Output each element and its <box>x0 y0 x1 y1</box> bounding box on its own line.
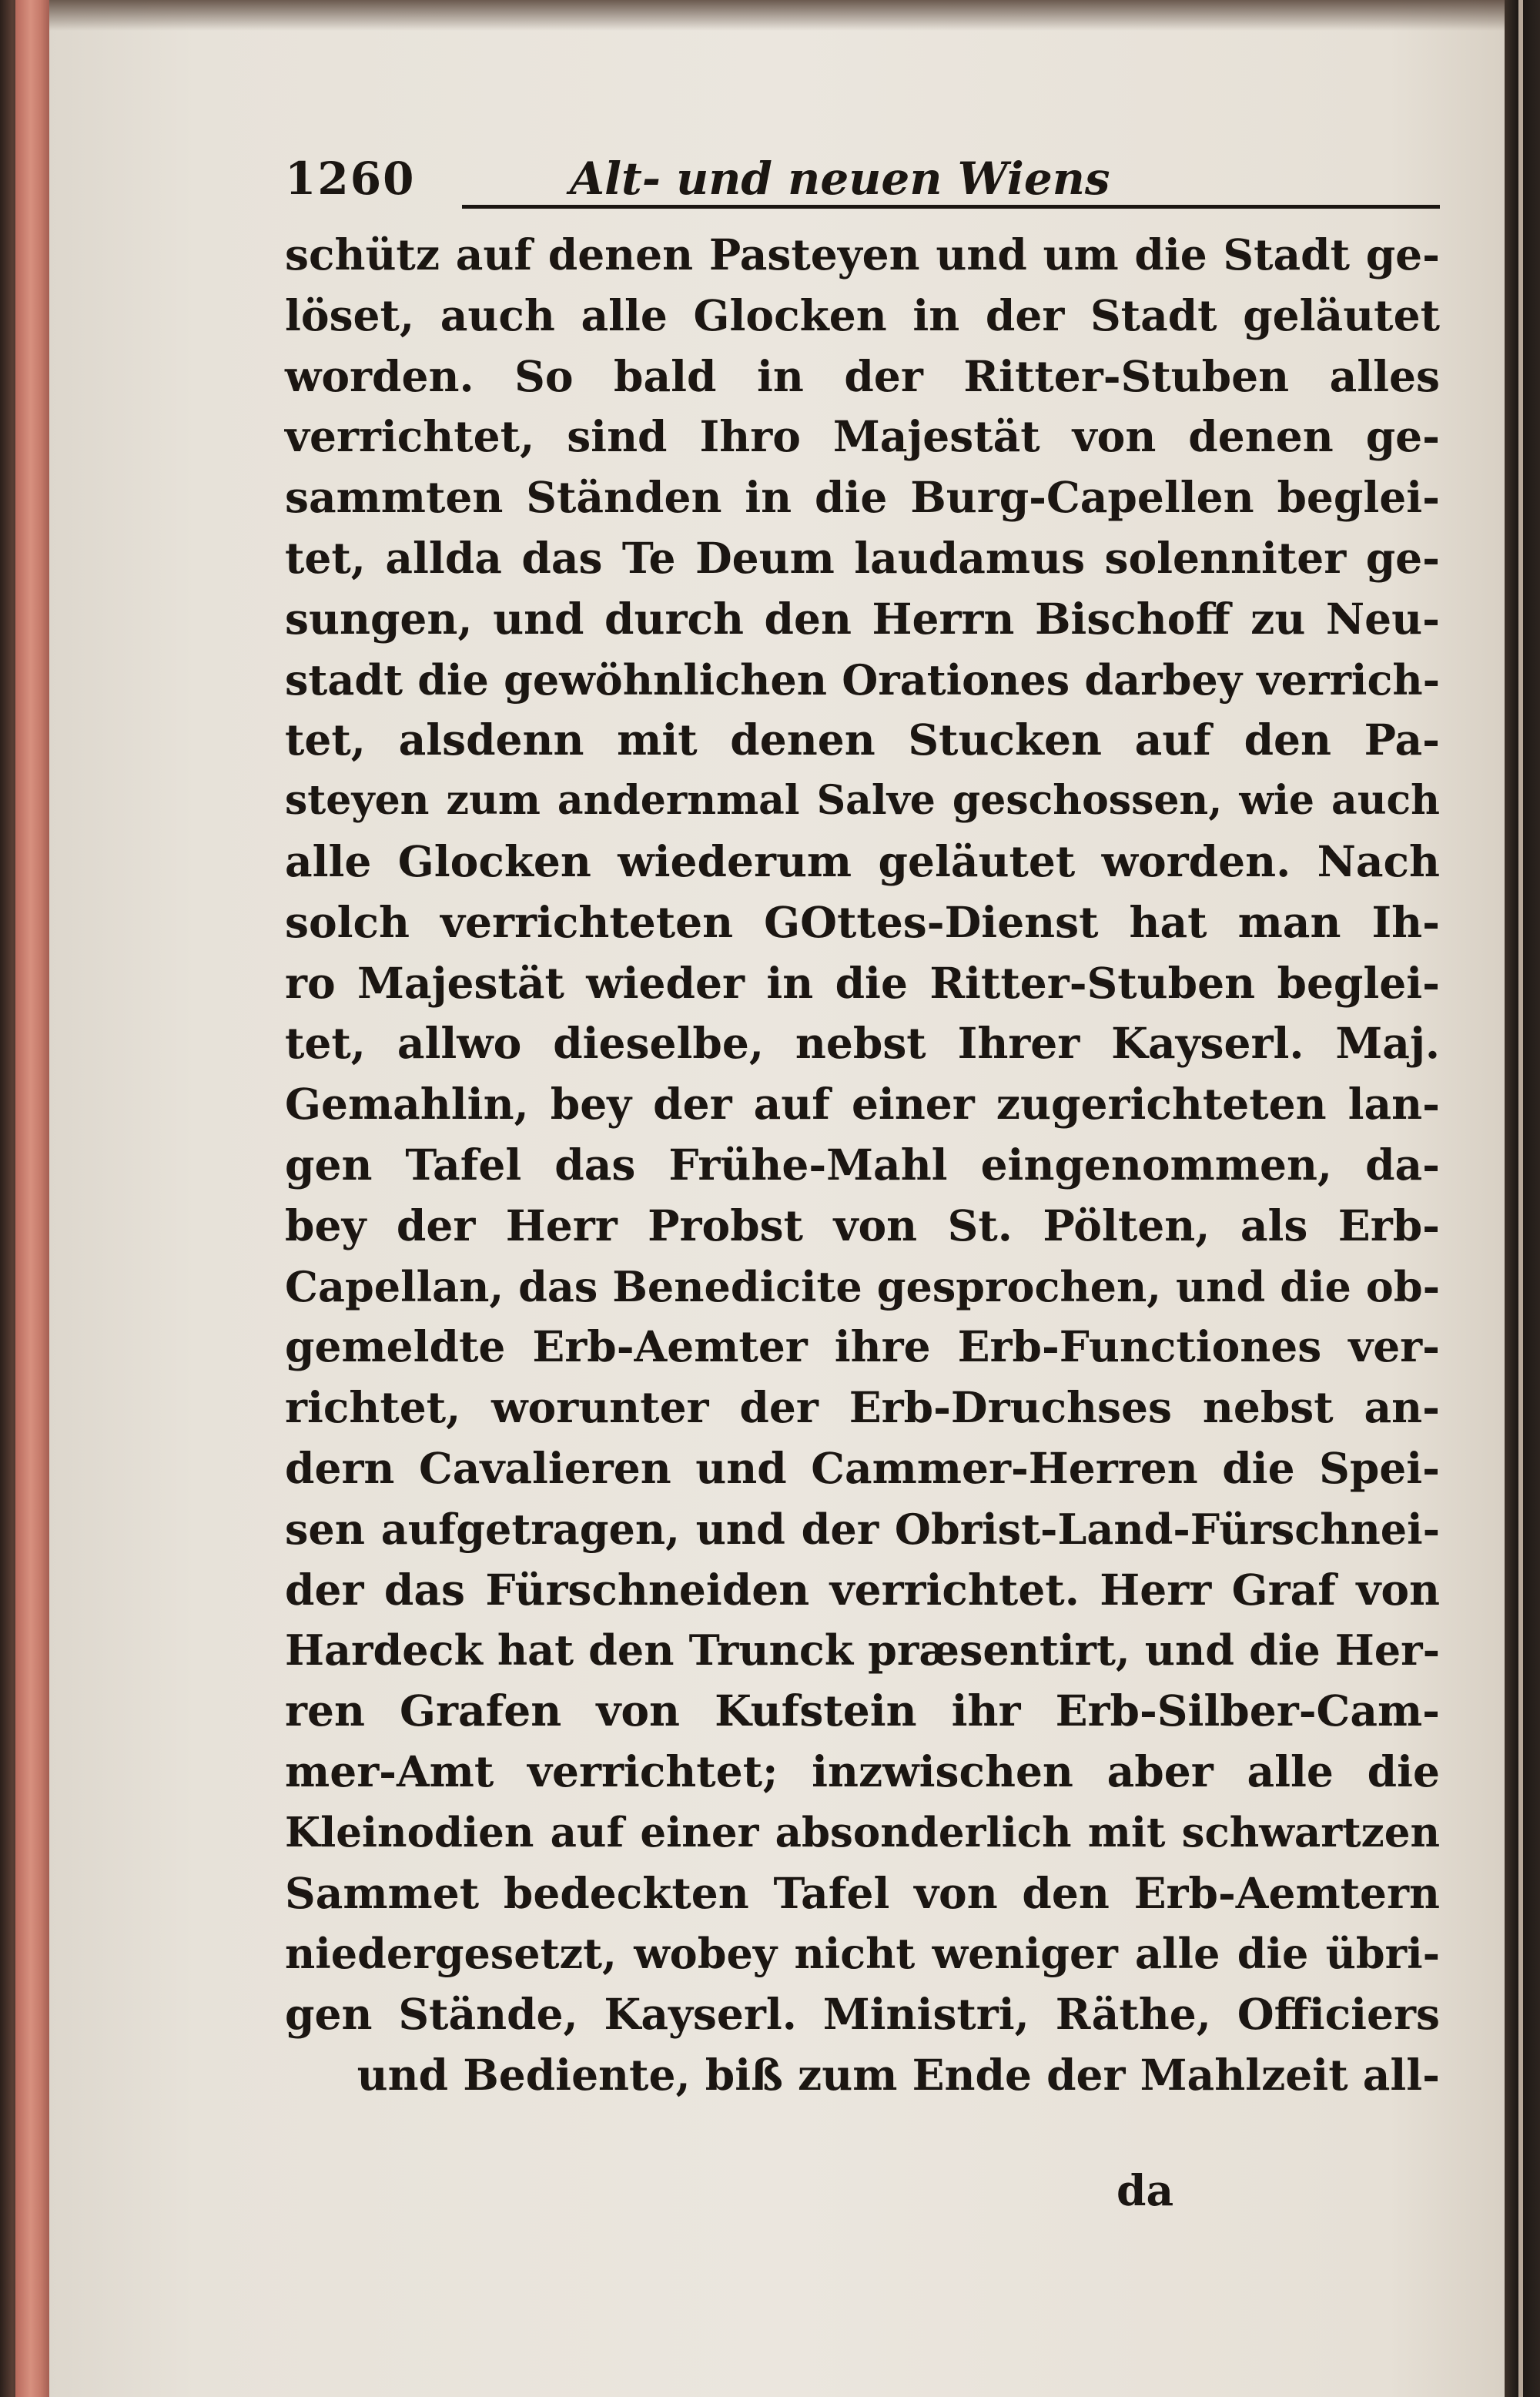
running-head: Alt- und neuen Wiens <box>570 152 1110 205</box>
text-line: gemeldte Erb-Aemter ihre Erb-Functiones ver- <box>285 1321 1440 1372</box>
text-line: und Bediente, biß zum Ende der Mahlzeit all- <box>357 2049 1440 2100</box>
page-header <box>285 152 1440 206</box>
text-line: solch verrichteten GOttes-Dienst hat man Ih- <box>285 896 1440 947</box>
text-line: tet, alsdenn mit denen Stucken auf den Pa- <box>285 715 1440 765</box>
text-line: verrichtet, sind Ihro Majestät von denen ge- <box>285 411 1440 462</box>
catchword: da <box>1116 2165 1174 2215</box>
text-lines <box>285 225 1440 2106</box>
text-line: gen Tafel das Frühe-Mahl eingenommen, da- <box>285 1139 1440 1190</box>
page-top-shadow <box>49 0 1505 31</box>
right-edge-highlight <box>1518 0 1523 2397</box>
text-line: sungen, und durch den Herrn Bischoff zu Neu- <box>285 593 1440 644</box>
text-line: Sammet bedeckten Tafel von den Erb-Aemtern <box>285 1867 1440 1918</box>
text-line: tet, allwo dieselbe, nebst Ihrer Kayserl. Maj. <box>285 1018 1440 1069</box>
text-line: sen aufgetragen, und der Obrist-Land-Fürschnei- <box>285 1504 1440 1554</box>
red-page-edge <box>15 0 49 2397</box>
text-line: Kleinodien auf einer absonderlich mit schwartzen <box>285 1808 1440 1856</box>
text-line: bey der Herr Probst von St. Pölten, als Erb- <box>285 1200 1440 1250</box>
text-line: tet, allda das Te Deum laudamus solenniter ge- <box>285 532 1440 583</box>
text-line: alle Glocken wiederum geläutet worden. Nach <box>285 835 1440 886</box>
text-line: mer-Amt verrichtet; inzwischen aber alle die <box>285 1746 1440 1796</box>
text-line: gen Stände, Kayserl. Ministri, Räthe, Officiers <box>285 1989 1440 2040</box>
text-line: Hardeck hat den Trunck præsentirt, und die Her- <box>285 1625 1440 1676</box>
text-line: ro Majestät wieder in die Ritter-Stuben beglei- <box>285 957 1440 1008</box>
text-line: der das Fürschneiden verrichtet. Herr Graf von <box>285 1564 1440 1615</box>
text-line: Gemahlin, bey der auf einer zugerichteten lan- <box>285 1079 1440 1130</box>
text-line: löset, auch alle Glocken in der Stadt geläutet <box>285 290 1440 340</box>
header-rule <box>462 205 1440 209</box>
text-line: richtet, worunter der Erb-Druchses nebst an- <box>285 1382 1440 1433</box>
text-line: ren Grafen von Kufstein ihr Erb-Silber-Cam- <box>285 1686 1440 1736</box>
text-line: worden. So bald in der Ritter-Stuben alles <box>285 350 1440 401</box>
text-line: sammten Ständen in die Burg-Capellen beglei- <box>285 472 1440 523</box>
text-line: schütz auf denen Pasteyen und um die Stadt ge- <box>285 229 1440 280</box>
text-line: steyen zum andernmal Salve geschossen, wie auch <box>285 777 1440 825</box>
text-line: stadt die gewöhnlichen Orationes darbey verrich- <box>285 654 1440 705</box>
text-line: niedergesetzt, wobey nicht weniger alle die übri- <box>285 1929 1440 1979</box>
text-line: Capellan, das Benedicite gesprochen, und die ob- <box>285 1261 1440 1311</box>
text-line: dern Cavalieren und Cammer-Herren die Spei- <box>285 1442 1440 1493</box>
page-number: 1260 <box>285 152 416 205</box>
